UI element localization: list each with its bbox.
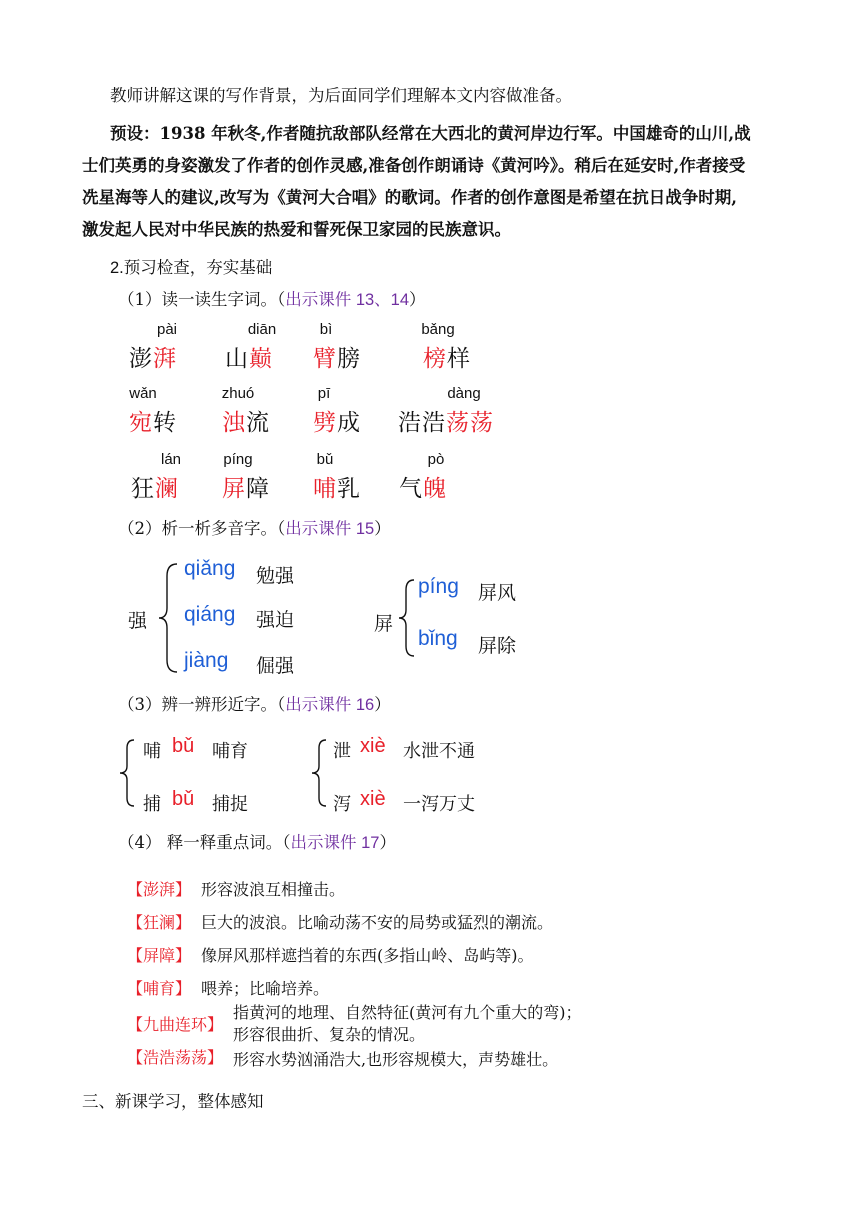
term-def: 喂养；比喻培养。 (201, 979, 330, 998)
term-def: 形容波浪互相撞击。 (201, 880, 346, 899)
part-3-courseware: 出示课件 16 (285, 696, 375, 714)
part-4-heading (118, 833, 396, 853)
pinyin: zhuó (221, 385, 255, 402)
part-4-close: ） (379, 833, 396, 852)
part-1-close: ） (409, 290, 426, 309)
similar-pinyin: bǔ (172, 735, 195, 757)
term-def: 像屏风那样遮挡着的东西(多指山岭、岛屿等)。 (201, 946, 534, 965)
similar-char: 哺 (143, 741, 161, 762)
pinyin: diān (247, 321, 277, 338)
similar-char: 泻 (333, 794, 351, 815)
pinyin: bǔ (316, 451, 334, 468)
part-2-courseware: 出示课件 15 (285, 520, 375, 538)
similar-pinyin: xiè (360, 735, 386, 757)
similar-word: 水泄不通 (403, 741, 475, 762)
polyphone-word: 勉强 (256, 565, 295, 587)
pinyin: dàng (447, 385, 481, 402)
vocab-word: 哺乳 (313, 476, 361, 502)
similar-word: 一泻万丈 (403, 794, 475, 815)
pinyin: píng (223, 451, 253, 468)
term-def: 形容很曲折、复杂的情况。 (233, 1025, 426, 1044)
term-tag: 【九曲连环】 (127, 1015, 224, 1034)
vocab-word: 劈成 (313, 410, 361, 436)
polyphone-char: 屏 (374, 613, 394, 635)
polyphone-pinyin: qiǎng (184, 557, 236, 580)
part-3-label: （3）辨一辨形近字。（ (118, 695, 286, 714)
similar-char: 捕 (143, 794, 161, 815)
part-2-heading (118, 519, 391, 539)
term-def: 形容水势汹涌浩大,也形容规模大，声势雄壮。 (233, 1050, 559, 1069)
intro-line: 教师讲解这课的写作背景，为后面同学们理解本文内容做准备。 (110, 86, 572, 105)
part-4-label: （4） 释一释重点词。（ (118, 833, 291, 852)
section-2-title: 2.预习检查，夯实基础 (110, 259, 273, 277)
term-def: 巨大的波浪。比喻动荡不安的局势或猛烈的潮流。 (201, 913, 554, 932)
pinyin: lán (160, 451, 182, 468)
similar-word: 捕捉 (212, 794, 248, 815)
brace-icon (155, 562, 181, 674)
polyphone-pinyin: qiáng (184, 603, 236, 626)
vocab-word: 榜样 (423, 346, 471, 372)
brace-icon (118, 738, 138, 808)
part-4-courseware: 出示课件 17 (290, 834, 380, 852)
vocab-word: 浩浩荡荡 (398, 410, 494, 436)
polyphone-word: 屏风 (478, 582, 517, 604)
part-3-close: ） (374, 695, 391, 714)
vocab-word: 浊流 (222, 410, 270, 436)
term-def: 指黄河的地理、自然特征(黄河有九个重大的弯)； (233, 1003, 582, 1022)
section-3-title: 三、新课学习，整体感知 (82, 1093, 264, 1111)
pinyin: pī (317, 385, 331, 402)
part-1-heading (118, 290, 426, 310)
vocab-word: 狂澜 (131, 476, 179, 502)
term-tag: 【哺育】 (127, 979, 192, 998)
polyphone-pinyin: jiàng (184, 649, 229, 672)
vocab-word: 屏障 (222, 476, 270, 502)
part-2-close: ） (374, 519, 391, 538)
brace-icon (396, 578, 418, 658)
pinyin: bì (319, 321, 333, 338)
part-1-label: （1）读一读生字词。（ (118, 290, 286, 309)
similar-pinyin: bǔ (172, 788, 195, 810)
preset-line-3: 冼星海等人的建议,改写为《黄河大合唱》的歌词。作者的创作意图是希望在抗日战争时期, (82, 188, 737, 207)
similar-char: 泄 (333, 741, 351, 762)
polyphone-char: 强 (128, 610, 148, 632)
pinyin: bǎng (421, 321, 455, 338)
preset-line-1: 预设：1938 年秋冬,作者随抗敌部队经常在大西北的黄河岸边行军。中国雄奇的山川,战 (110, 124, 751, 143)
term-tag: 【浩浩荡荡】 (127, 1048, 224, 1067)
pinyin: pài (156, 321, 178, 338)
part-3-heading (118, 695, 391, 715)
preset-line-4: 激发起人民对中华民族的热爱和誓死保卫家园的民族意识。 (82, 220, 511, 239)
vocab-word: 气魄 (399, 476, 447, 502)
polyphone-pinyin: bǐng (418, 627, 458, 650)
term-tag: 【狂澜】 (127, 913, 192, 932)
vocab-word: 澎湃 (129, 346, 177, 372)
vocab-word: 宛转 (129, 410, 177, 436)
polyphone-word: 倔强 (256, 655, 295, 677)
part-1-courseware: 出示课件 13、14 (285, 291, 410, 309)
vocab-word: 山巅 (225, 346, 273, 372)
pinyin: wǎn (129, 385, 157, 402)
part-2-label: （2）析一析多音字。（ (118, 519, 286, 538)
similar-pinyin: xiè (360, 788, 386, 810)
polyphone-word: 屏除 (478, 635, 517, 657)
polyphone-pinyin: píng (418, 575, 459, 598)
term-tag: 【澎湃】 (127, 880, 192, 899)
vocab-word: 臂膀 (313, 346, 361, 372)
pinyin: pò (427, 451, 445, 468)
polyphone-word: 强迫 (256, 609, 295, 631)
preset-line-2: 士们英勇的身姿激发了作者的创作灵感,准备创作朗诵诗《黄河吟》。稍后在延安时,作者接受 (82, 156, 746, 175)
similar-word: 哺育 (212, 741, 248, 762)
term-tag: 【屏障】 (127, 946, 192, 965)
brace-icon (310, 738, 330, 808)
